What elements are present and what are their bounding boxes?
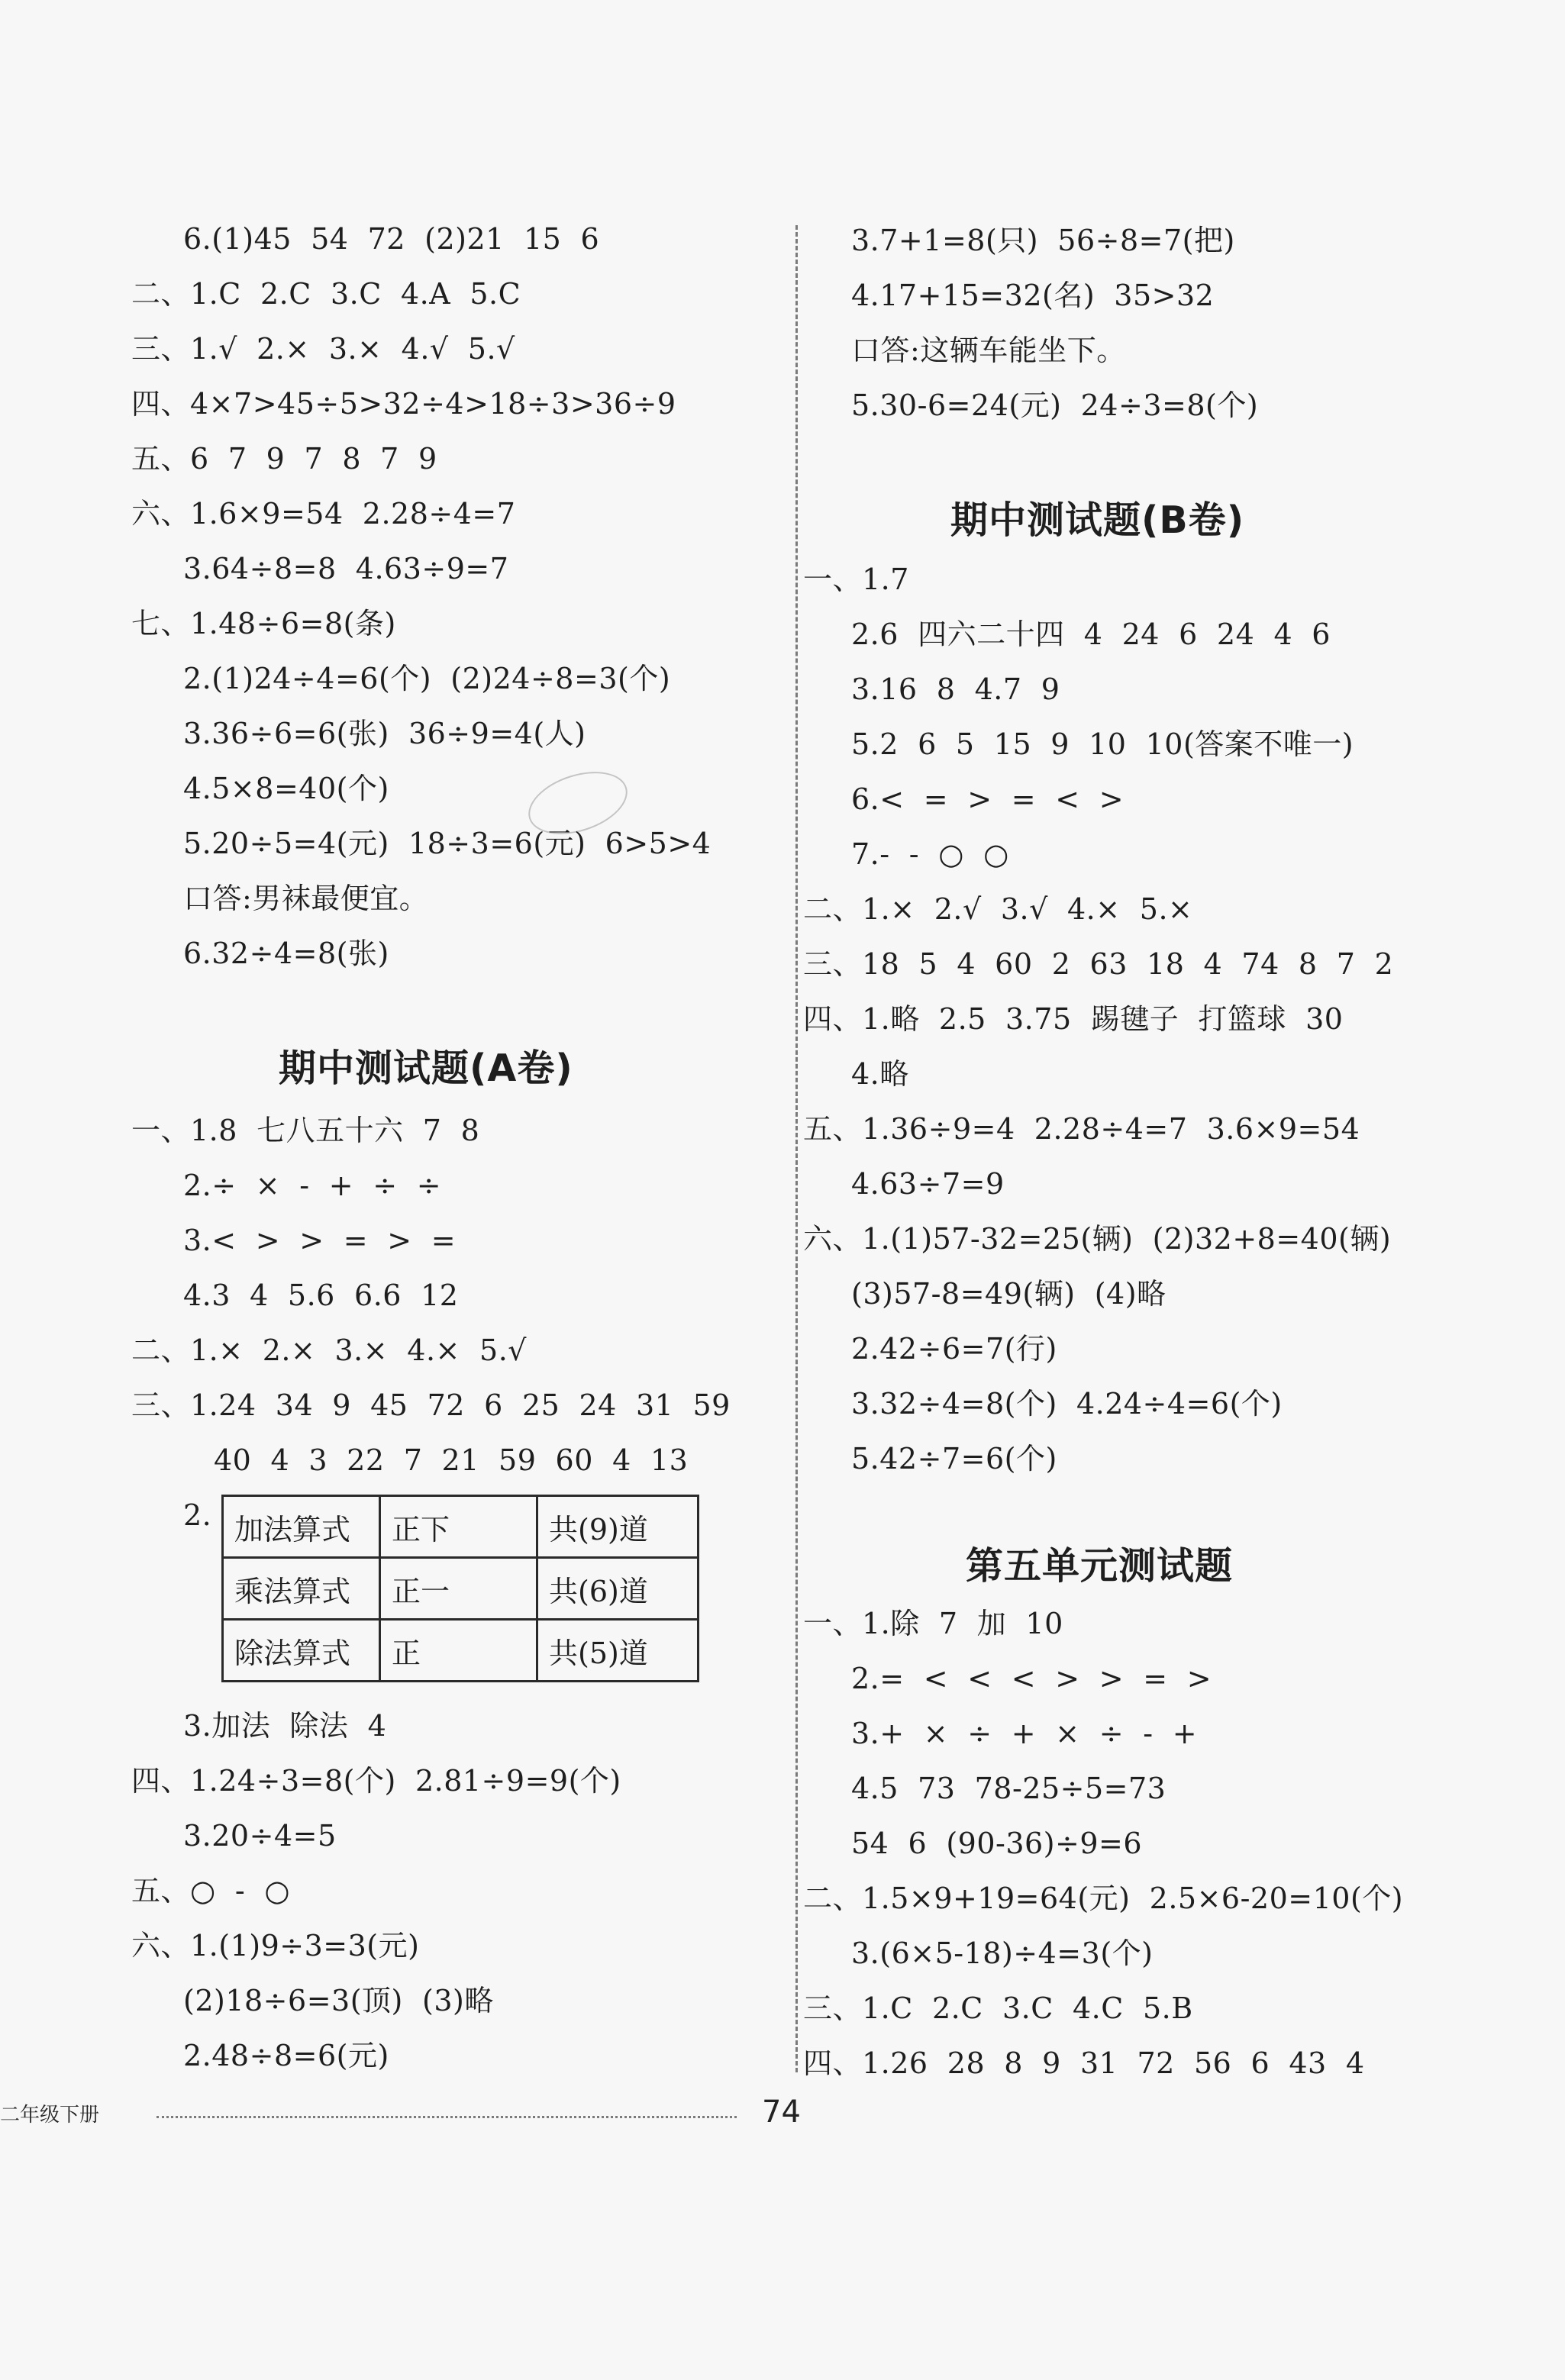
answer-line: 五、1.36÷9=4 2.28÷4=7 3.6×9=54: [803, 1112, 1360, 1146]
answer-line: 一、1.8 七八五十六 7 8: [131, 1114, 480, 1147]
answer-line: 4.5×8=40(个): [183, 772, 389, 805]
answer-line: 口答:这辆车能坐下。: [851, 334, 1126, 367]
answer-line: 4.63÷7=9: [851, 1167, 1005, 1201]
answer-line: 3.64÷8=8 4.63÷9=7: [183, 552, 509, 585]
answer-line: 三、1.24 34 9 45 72 6 25 24 31 59: [131, 1388, 731, 1422]
answer-line: 一、1.除 7 加 10: [803, 1607, 1063, 1640]
table-cell: 共(5)道: [537, 1620, 699, 1682]
answer-line: 54 6 (90-36)÷9=6: [851, 1827, 1143, 1860]
table-row: [223, 1558, 699, 1620]
table-cell: 共(6)道: [537, 1558, 699, 1620]
answer-line: 2.÷ × - + ÷ ÷: [183, 1169, 442, 1202]
answer-line: 二、1.C 2.C 3.C 4.A 5.C: [131, 277, 521, 311]
section-heading-midterm-a: 期中测试题(A卷): [279, 1046, 573, 1090]
answer-line: 2.42÷6=7(行): [851, 1332, 1057, 1366]
answer-line: 2.= < < < > > = >: [851, 1662, 1212, 1695]
answer-line: 4.略: [851, 1057, 909, 1091]
answer-line: 六、1.6×9=54 2.28÷4=7: [131, 497, 516, 531]
answer-line: 4.5 73 78-25÷5=73: [851, 1772, 1166, 1805]
answer-line: 4.17+15=32(名) 35>32: [851, 279, 1215, 312]
answer-line: 3.加法 除法 4: [183, 1709, 387, 1743]
grade-label: 二年级下册: [0, 2104, 100, 2127]
answer-line: 3.32÷4=8(个) 4.24÷4=6(个): [851, 1387, 1283, 1421]
answer-line: 3.< > > = > =: [183, 1224, 457, 1257]
table-row: [223, 1496, 699, 1558]
answer-line: 三、1.C 2.C 3.C 4.C 5.B: [803, 1991, 1193, 2025]
answer-line: 七、1.48÷6=8(条): [131, 607, 396, 640]
table-row: [223, 1620, 699, 1682]
answer-line: 六、1.(1)57-32=25(辆) (2)32+8=40(辆): [803, 1222, 1392, 1256]
answer-line: 5.2 6 5 15 9 10 10(答案不唯一): [851, 727, 1354, 761]
answer-line: 5.20÷5=4(元) 18÷3=6(元) 6>5>4: [183, 827, 712, 860]
answer-line: 一、1.7: [803, 563, 909, 596]
answer-line: 五、6 7 9 7 8 7 9: [131, 442, 437, 476]
answer-line: 3.36÷6=6(张) 36÷9=4(人): [183, 717, 586, 750]
answer-line: 四、1.26 28 8 9 31 72 56 6 43 4: [803, 2046, 1365, 2080]
section-heading-unit-5: 第五单元测试题: [966, 1544, 1234, 1588]
column-divider: [795, 225, 798, 2072]
answer-line: 5.30-6=24(元) 24÷3=8(个): [851, 389, 1259, 422]
answer-line: 3.+ × ÷ + × ÷ - +: [851, 1717, 1198, 1750]
answer-line: 四、1.略 2.5 3.75 踢毽子 打篮球 30: [803, 1002, 1344, 1036]
table-cell: 共(9)道: [537, 1496, 699, 1558]
answer-line: 5.42÷7=6(个): [851, 1442, 1057, 1475]
page-number: 74: [762, 2095, 801, 2130]
answer-line: 2.48÷8=6(元): [183, 2039, 389, 2072]
answer-line: 3.20÷4=5: [183, 1819, 337, 1853]
table-cell: 乘法算式: [223, 1558, 380, 1620]
answer-line: 口答:男袜最便宜。: [183, 882, 429, 915]
answer-line: (3)57-8=49(辆) (4)略: [851, 1277, 1166, 1311]
answer-line: 4.3 4 5.6 6.6 12: [183, 1279, 459, 1312]
answer-line: 五、○ - ○: [131, 1874, 290, 1908]
answer-line: 2.6 四六二十四 4 24 6 24 4 6: [851, 618, 1331, 651]
answer-line: 6.< = > = < >: [851, 782, 1125, 816]
section-heading-midterm-b: 期中测试题(B卷): [950, 498, 1245, 542]
answer-line: 2.(1)24÷4=6(个) (2)24÷8=3(个): [183, 662, 671, 695]
table-label: 2.: [183, 1498, 212, 1532]
answer-line: 四、4×7>45÷5>32÷4>18÷3>36÷9: [131, 387, 676, 421]
answer-line: 7.- - ○ ○: [851, 837, 1009, 871]
table-cell: 加法算式: [223, 1496, 380, 1558]
answer-line: 二、1.× 2.√ 3.√ 4.× 5.×: [803, 892, 1193, 926]
footer-divider: [156, 2116, 737, 2118]
table-cell: 正: [380, 1620, 537, 1682]
answer-line: 40 4 3 22 7 21 59 60 4 13: [214, 1443, 689, 1477]
answer-line: 6.(1)45 54 72 (2)21 15 6: [183, 222, 600, 256]
table-cell: 正一: [380, 1558, 537, 1620]
answer-line: (2)18÷6=3(顶) (3)略: [183, 1984, 494, 2017]
answer-line: 3.7+1=8(只) 56÷8=7(把): [851, 224, 1235, 257]
answer-line: 6.32÷4=8(张): [183, 937, 389, 970]
answer-line: 三、18 5 4 60 2 63 18 4 74 8 7 2: [803, 947, 1394, 981]
table-cell: 正下: [380, 1496, 537, 1558]
table-cell: 除法算式: [223, 1620, 380, 1682]
answer-line: 三、1.√ 2.× 3.× 4.√ 5.√: [131, 332, 515, 366]
answer-line: 六、1.(1)9÷3=3(元): [131, 1929, 420, 1962]
answer-line: 四、1.24÷3=8(个) 2.81÷9=9(个): [131, 1764, 621, 1798]
answer-line: 3.(6×5-18)÷4=3(个): [851, 1937, 1154, 1970]
tally-table: [221, 1495, 699, 1682]
answer-line: 二、1.× 2.× 3.× 4.× 5.√: [131, 1334, 527, 1367]
answer-line: 3.16 8 4.7 9: [851, 672, 1060, 706]
answer-line: 二、1.5×9+19=64(元) 2.5×6-20=10(个): [803, 1882, 1404, 1915]
